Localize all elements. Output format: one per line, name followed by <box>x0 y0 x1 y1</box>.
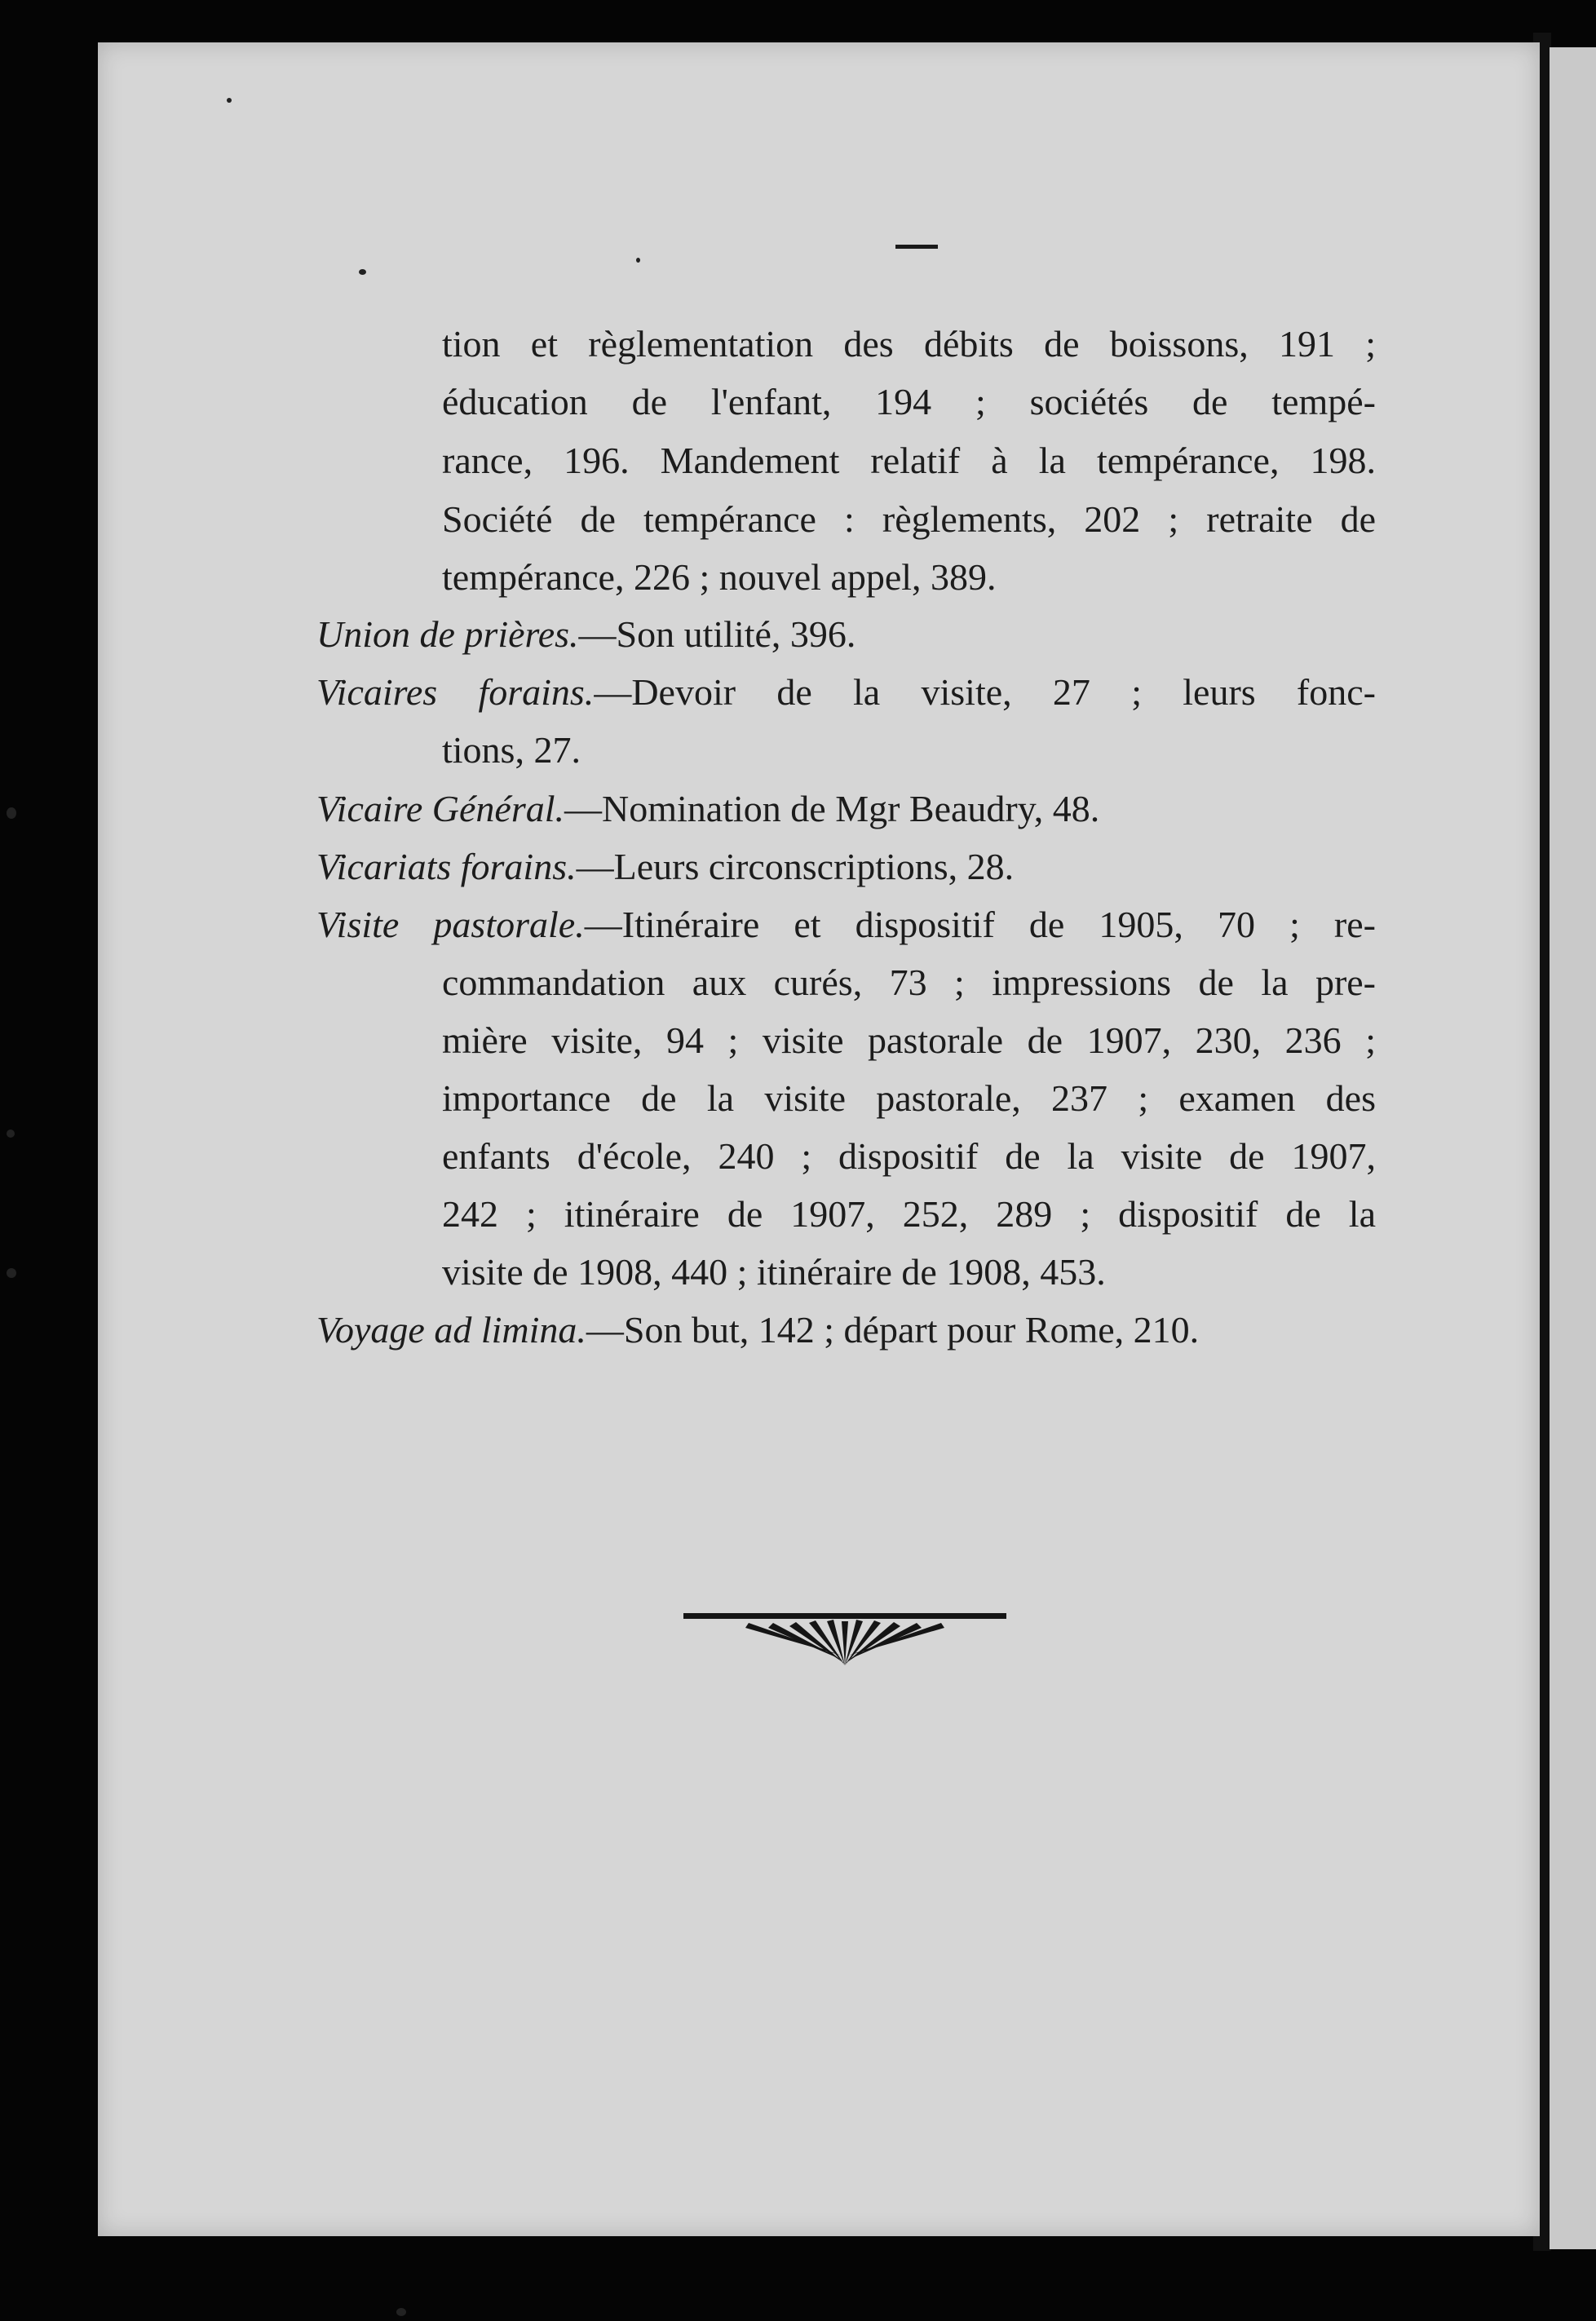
entry-term: Union de prières. <box>316 613 579 655</box>
entry-term: Vicariats forains. <box>316 846 577 887</box>
entry-text: —Son but, 142 ; départ pour Rome, 210. <box>586 1309 1200 1351</box>
index-entry <box>316 900 1376 949</box>
index-entry <box>316 1306 1376 1355</box>
scan-speck <box>359 269 366 275</box>
entry-term: Voyage ad limina. <box>316 1309 586 1351</box>
tailpiece-ornament <box>683 1607 1006 1672</box>
entry-text-continued: mière visite, 94 ; visite pastorale de 1907, 230, 236 ; <box>442 1019 1376 1061</box>
index-entry <box>316 610 1376 659</box>
entry-text: —Leurs circonscriptions, 28. <box>576 846 1015 887</box>
continuation-line: tion et règlementation des débits de boissons, 191 ; <box>442 323 1376 365</box>
entry-text: —Son utilité, 396. <box>578 613 856 655</box>
index-entry <box>316 785 1376 833</box>
entry-text: —Itinéraire et dispositif de 1905, 70 ; re- <box>584 904 1376 945</box>
continuation-line: Société de tempérance : règlements, 202 ; retraite de <box>442 498 1376 540</box>
continuation-line: rance, 196. Mandement relatif à la tempérance, 198. <box>442 440 1376 481</box>
entry-text-continued: visite de 1908, 440 ; itinéraire de 1908, 453. <box>442 1251 1106 1293</box>
scan-speck <box>7 1268 16 1278</box>
entry-text-continued: 242 ; itinéraire de 1907, 252, 289 ; dispositif de la <box>442 1193 1376 1235</box>
scan-speck <box>7 1130 15 1138</box>
page-number-dash <box>895 245 938 249</box>
scan-speck <box>227 98 232 103</box>
entry-text-continued: enfants d'école, 240 ; dispositif de la visite de 1907, <box>442 1135 1376 1177</box>
entry-term: Vicaires forains. <box>316 671 595 713</box>
entry-term: Visite pastorale. <box>316 904 585 945</box>
entry-text-continued: importance de la visite pastorale, 237 ; examen des <box>442 1077 1376 1119</box>
entry-text: —Devoir de la visite, 27 ; leurs fonc- <box>594 671 1376 713</box>
continuation-line: tempérance, 226 ; nouvel appel, 389. <box>442 556 997 598</box>
scan-speck <box>636 258 640 263</box>
facing-page-edge <box>1550 47 1596 2249</box>
scan-speck <box>7 807 16 819</box>
entry-text: —Nomination de Mgr Beaudry, 48. <box>564 788 1100 829</box>
entry-term: Vicaire Général. <box>316 788 565 829</box>
index-entry <box>316 668 1376 717</box>
entry-text-continued: commandation aux curés, 73 ; impressions de la pre- <box>442 962 1376 1003</box>
index-entry <box>316 842 1376 891</box>
entry-text-continued: tions, 27. <box>442 729 581 771</box>
scan-speck <box>396 2308 406 2316</box>
continuation-line: éducation de l'enfant, 194 ; sociétés de tempé- <box>442 381 1376 422</box>
